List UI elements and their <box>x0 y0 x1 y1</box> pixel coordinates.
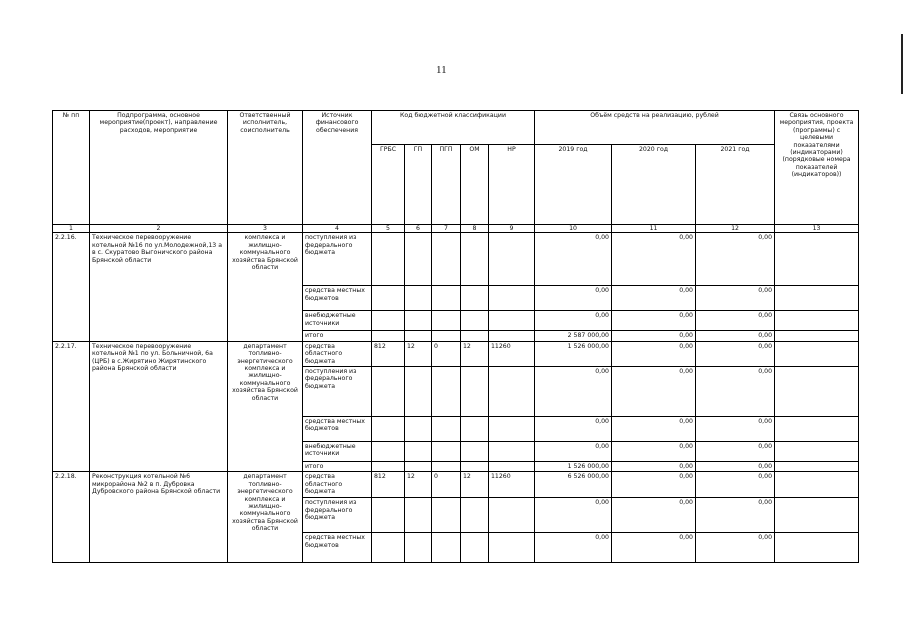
column-number: 6 <box>405 225 432 233</box>
code-np <box>489 533 535 563</box>
code-pgp: 0 <box>432 472 461 498</box>
column-number: 8 <box>461 225 489 233</box>
code-np <box>489 417 535 442</box>
code-grbs: 812 <box>372 472 405 498</box>
column-number: 11 <box>612 225 696 233</box>
code-grbs <box>372 233 405 286</box>
item-number: 2.2.17. <box>53 341 90 472</box>
amount-2020: 0,00 <box>612 311 696 331</box>
indicator-link <box>775 367 859 417</box>
code-pgp <box>432 462 461 472</box>
amount-2019: 1 526 000,00 <box>535 462 612 472</box>
amount-2019: 6 526 000,00 <box>535 472 612 498</box>
table-row <box>53 233 859 286</box>
table-header <box>53 111 859 233</box>
code-om <box>461 533 489 563</box>
code-pgp <box>432 442 461 462</box>
funding-source: поступления из федерального бюджета <box>303 367 372 417</box>
amount-2021: 0,00 <box>696 286 775 311</box>
activity-name: Реконструкция котельной №6 микрорайона №2 в п. Дубровка Дубровского района Брянской области <box>90 472 228 563</box>
code-np <box>489 331 535 341</box>
code-np: 11260 <box>489 472 535 498</box>
amount-2019: 0,00 <box>535 442 612 462</box>
header-grbs: ГРБС <box>372 145 405 225</box>
page-number: 11 <box>436 64 447 76</box>
indicator-link <box>775 462 859 472</box>
indicator-link <box>775 233 859 286</box>
code-np <box>489 442 535 462</box>
funding-source: итого <box>303 331 372 341</box>
header-2021: 2021 год <box>696 145 775 225</box>
code-om: 12 <box>461 472 489 498</box>
code-grbs <box>372 331 405 341</box>
code-gp: 12 <box>405 341 432 366</box>
column-number: 12 <box>696 225 775 233</box>
indicator-link <box>775 311 859 331</box>
amount-2021: 0,00 <box>696 367 775 417</box>
indicator-link <box>775 533 859 563</box>
code-gp <box>405 311 432 331</box>
amount-2021: 0,00 <box>696 462 775 472</box>
indicator-link <box>775 417 859 442</box>
code-gp <box>405 367 432 417</box>
code-pgp <box>432 533 461 563</box>
code-grbs <box>372 533 405 563</box>
code-pgp <box>432 417 461 442</box>
amount-2019: 0,00 <box>535 498 612 533</box>
header-np: НР <box>489 145 535 225</box>
code-om <box>461 233 489 286</box>
funding-source: средства областного бюджета <box>303 472 372 498</box>
code-np <box>489 498 535 533</box>
code-grbs <box>372 286 405 311</box>
indicator-link <box>775 472 859 498</box>
amount-2021: 0,00 <box>696 341 775 366</box>
amount-2020: 0,00 <box>612 233 696 286</box>
activity-name: Техническое перевооружение котельной №1 по ул. Больничной, 6а (ЦРБ) в с.Жирятино Жирятинского района Брянской области <box>90 341 228 472</box>
code-om <box>461 442 489 462</box>
code-pgp <box>432 311 461 331</box>
code-gp <box>405 533 432 563</box>
code-pgp <box>432 233 461 286</box>
table-row <box>53 341 859 366</box>
scan-edge-mark <box>901 34 903 94</box>
code-gp <box>405 498 432 533</box>
code-om <box>461 286 489 311</box>
header-2019: 2019 год <box>535 145 612 225</box>
table-body <box>53 233 859 563</box>
amount-2021: 0,00 <box>696 442 775 462</box>
code-om <box>461 417 489 442</box>
code-gp <box>405 442 432 462</box>
code-gp <box>405 331 432 341</box>
header-subprogram: Подпрограмма, основное мероприятие(проект), направление расходов, мероприятие <box>90 111 228 225</box>
amount-2019: 0,00 <box>535 286 612 311</box>
column-numbers-row <box>53 225 859 233</box>
code-om <box>461 498 489 533</box>
amount-2021: 0,00 <box>696 311 775 331</box>
amount-2020: 0,00 <box>612 462 696 472</box>
funding-source: средства местных бюджетов <box>303 533 372 563</box>
column-number: 10 <box>535 225 612 233</box>
amount-2020: 0,00 <box>612 367 696 417</box>
funding-source: внебюджетные источники <box>303 442 372 462</box>
code-gp <box>405 462 432 472</box>
activity-name: Техническое перевооружение котельной №16 по ул.Молодежной,13 а в с. Скуратово Выгоничского района Брянской области <box>90 233 228 341</box>
code-grbs <box>372 498 405 533</box>
executor-name: комплекса и жилищно-коммунального хозяйства Брянской области <box>228 233 303 341</box>
indicator-link <box>775 442 859 462</box>
indicator-link <box>775 286 859 311</box>
amount-2021: 0,00 <box>696 233 775 286</box>
amount-2021: 0,00 <box>696 472 775 498</box>
code-om <box>461 367 489 417</box>
indicator-link <box>775 331 859 341</box>
header-executor: Ответственный исполнитель, соисполнитель <box>228 111 303 225</box>
code-grbs <box>372 442 405 462</box>
indicator-link <box>775 341 859 366</box>
funding-source: поступления из федерального бюджета <box>303 498 372 533</box>
code-grbs: 812 <box>372 341 405 366</box>
code-grbs <box>372 367 405 417</box>
code-grbs <box>372 311 405 331</box>
amount-2019: 0,00 <box>535 233 612 286</box>
executor-name: департамент топливно-энергетического комплекса и жилищно-коммунального хозяйства Брянской области <box>228 341 303 472</box>
code-pgp <box>432 498 461 533</box>
header-gp: ГП <box>405 145 432 225</box>
code-gp: 12 <box>405 472 432 498</box>
item-number: 2.2.16. <box>53 233 90 341</box>
amount-2020: 0,00 <box>612 286 696 311</box>
table-row <box>53 472 859 498</box>
funding-source: средства областного бюджета <box>303 341 372 366</box>
amount-2020: 0,00 <box>612 472 696 498</box>
header-om: ОМ <box>461 145 489 225</box>
header-volume: Объём средств на реализацию, рублей <box>535 111 775 145</box>
amount-2020: 0,00 <box>612 442 696 462</box>
header-pgp: ПГП <box>432 145 461 225</box>
amount-2021: 0,00 <box>696 498 775 533</box>
header-source: Источник финансового обеспечения <box>303 111 372 225</box>
code-om <box>461 331 489 341</box>
code-np <box>489 286 535 311</box>
header-link: Связь основного мероприятия, проекта (программы) с целевыми показателями (индикаторами) (порядковые номера показателей (индикаторов)) <box>775 111 859 225</box>
code-om <box>461 311 489 331</box>
indicator-link <box>775 498 859 533</box>
code-np <box>489 233 535 286</box>
code-gp <box>405 417 432 442</box>
column-number: 7 <box>432 225 461 233</box>
amount-2020: 0,00 <box>612 498 696 533</box>
code-pgp: 0 <box>432 341 461 366</box>
funding-source: средства местных бюджетов <box>303 286 372 311</box>
amount-2019: 0,00 <box>535 533 612 563</box>
amount-2019: 1 526 000,00 <box>535 341 612 366</box>
header-num: № пп <box>53 111 90 225</box>
amount-2021: 0,00 <box>696 331 775 341</box>
code-pgp <box>432 286 461 311</box>
column-number: 2 <box>90 225 228 233</box>
budget-table <box>52 110 859 563</box>
code-grbs <box>372 417 405 442</box>
funding-source: поступления из федерального бюджета <box>303 233 372 286</box>
amount-2019: 0,00 <box>535 367 612 417</box>
amount-2020: 0,00 <box>612 417 696 442</box>
funding-source: итого <box>303 462 372 472</box>
amount-2019: 0,00 <box>535 417 612 442</box>
code-np: 11260 <box>489 341 535 366</box>
column-number: 3 <box>228 225 303 233</box>
amount-2019: 2 587 000,00 <box>535 331 612 341</box>
funding-source: средства местных бюджетов <box>303 417 372 442</box>
amount-2019: 0,00 <box>535 311 612 331</box>
column-number: 13 <box>775 225 859 233</box>
executor-name: департамент топливно-энергетического комплекса и жилищно-коммунального хозяйства Брянской области <box>228 472 303 563</box>
amount-2020: 0,00 <box>612 533 696 563</box>
column-number: 1 <box>53 225 90 233</box>
amount-2021: 0,00 <box>696 533 775 563</box>
amount-2021: 0,00 <box>696 417 775 442</box>
column-number: 4 <box>303 225 372 233</box>
code-np <box>489 311 535 331</box>
amount-2020: 0,00 <box>612 341 696 366</box>
code-gp <box>405 286 432 311</box>
code-grbs <box>372 462 405 472</box>
code-pgp <box>432 331 461 341</box>
code-pgp <box>432 367 461 417</box>
amount-2020: 0,00 <box>612 331 696 341</box>
code-np <box>489 462 535 472</box>
header-2020: 2020 год <box>612 145 696 225</box>
code-np <box>489 367 535 417</box>
code-om: 12 <box>461 341 489 366</box>
column-number: 5 <box>372 225 405 233</box>
code-gp <box>405 233 432 286</box>
code-om <box>461 462 489 472</box>
item-number: 2.2.18. <box>53 472 90 563</box>
column-number: 9 <box>489 225 535 233</box>
funding-source: внебюджетные источники <box>303 311 372 331</box>
header-budget-code: Код бюджетной классификации <box>372 111 535 145</box>
